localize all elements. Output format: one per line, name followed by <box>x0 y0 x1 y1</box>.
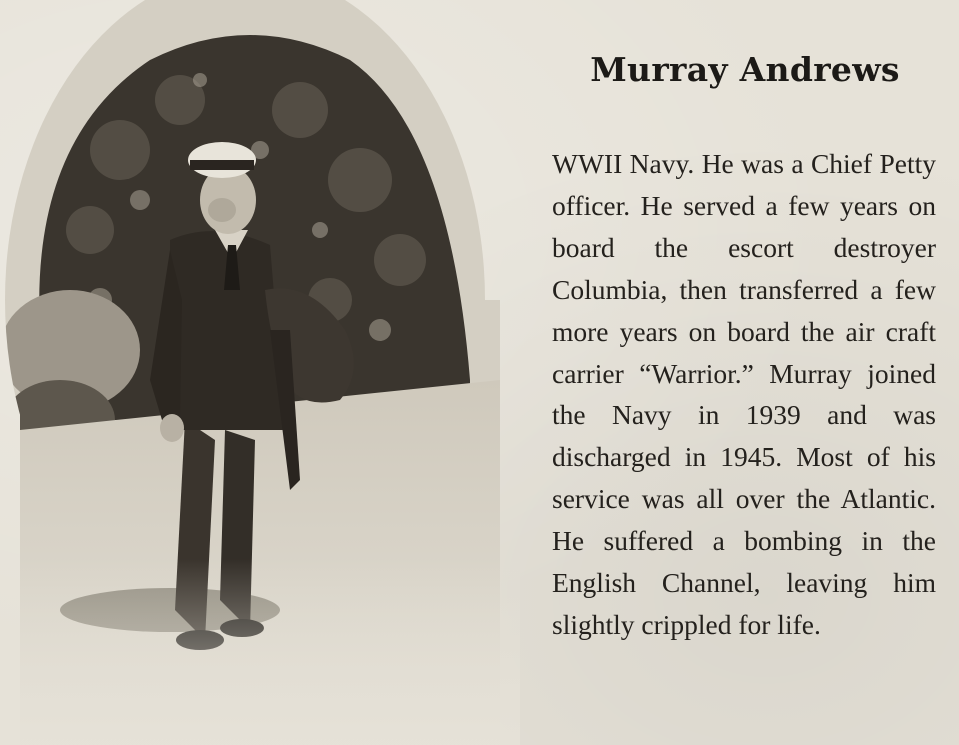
headline-name: Murray Andrews <box>590 50 900 89</box>
bio-text: WWII Navy. He was a Chief Petty officer. He served a few years on board the escort destroyer Columbia, then transferred a few more years on board the air craft carrier “Warrior.” Murray joined the Navy in 1939 and was discharged in 1945. Most of his service was all over the Atlantic. He suffered a bombing in the English Channel, leaving him slightly crippled for life. <box>552 148 936 640</box>
